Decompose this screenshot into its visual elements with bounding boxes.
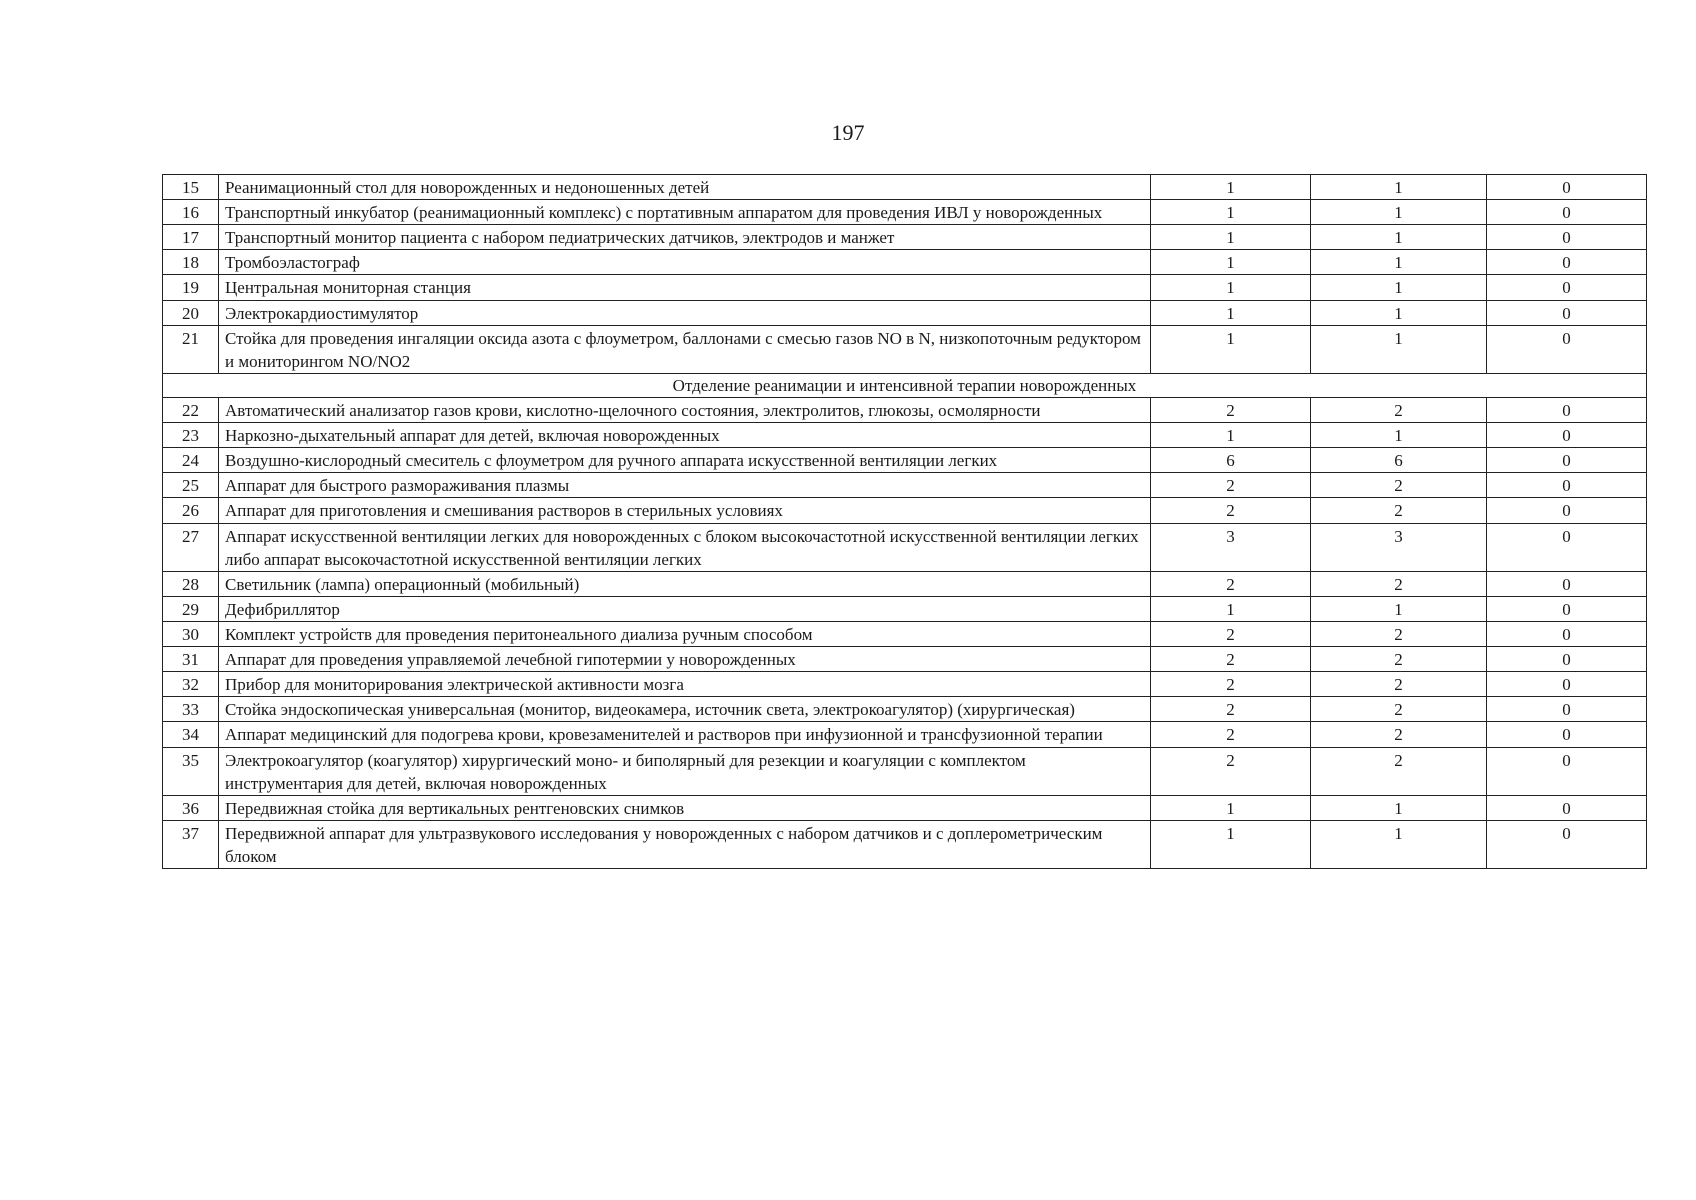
quantity-available: 1 [1311,325,1487,373]
quantity-required: 2 [1151,498,1311,523]
quantity-available: 1 [1311,225,1487,250]
quantity-required: 1 [1151,250,1311,275]
row-number: 21 [163,325,219,373]
quantity-available: 2 [1311,621,1487,646]
row-number: 15 [163,175,219,200]
row-number: 26 [163,498,219,523]
table-row [163,672,1647,697]
table-row [163,448,1647,473]
equipment-name: Электрокоагулятор (коагулятор) хирургический моно- и биполярный для резекции и коагуляции с комплектом инструментария для детей, включая новорожденных [219,747,1151,795]
quantity-available: 1 [1311,275,1487,300]
equipment-name: Наркозно-дыхательный аппарат для детей, включая новорожденных [219,423,1151,448]
equipment-name: Транспортный монитор пациента с набором педиатрических датчиков, электродов и манжет [219,225,1151,250]
quantity-missing: 0 [1487,820,1647,868]
row-number: 19 [163,275,219,300]
row-number: 23 [163,423,219,448]
row-number: 36 [163,795,219,820]
quantity-required: 2 [1151,571,1311,596]
quantity-available: 1 [1311,596,1487,621]
quantity-required: 1 [1151,300,1311,325]
quantity-missing: 0 [1487,795,1647,820]
row-number: 17 [163,225,219,250]
equipment-name: Стойка эндоскопическая универсальная (монитор, видеокамера, источник света, электрокоагулятор) (хирургическая) [219,697,1151,722]
row-number: 27 [163,523,219,571]
row-number: 22 [163,397,219,422]
quantity-available: 1 [1311,200,1487,225]
table-row [163,275,1647,300]
quantity-available: 3 [1311,523,1487,571]
row-number: 34 [163,722,219,747]
quantity-required: 2 [1151,672,1311,697]
quantity-available: 2 [1311,498,1487,523]
equipment-name: Светильник (лампа) операционный (мобильный) [219,571,1151,596]
table-row [163,722,1647,747]
equipment-name: Воздушно-кислородный смеситель с флоуметром для ручного аппарата искусственной вентиляции легких [219,448,1151,473]
table-row [163,250,1647,275]
equipment-name: Дефибриллятор [219,596,1151,621]
equipment-name: Аппарат для быстрого размораживания плазмы [219,473,1151,498]
quantity-required: 2 [1151,747,1311,795]
quantity-missing: 0 [1487,722,1647,747]
quantity-available: 2 [1311,473,1487,498]
page-number: 197 [831,120,865,145]
quantity-required: 6 [1151,448,1311,473]
table-row [163,596,1647,621]
table-row [163,200,1647,225]
table-row [163,325,1647,373]
equipment-name: Комплект устройств для проведения перитонеального диализа ручным способом [219,621,1151,646]
quantity-missing: 0 [1487,571,1647,596]
row-number: 30 [163,621,219,646]
table-row [163,300,1647,325]
table-row [163,423,1647,448]
quantity-missing: 0 [1487,250,1647,275]
table-row [163,820,1647,868]
row-number: 25 [163,473,219,498]
row-number: 20 [163,300,219,325]
equipment-name: Реанимационный стол для новорожденных и недоношенных детей [219,175,1151,200]
quantity-required: 1 [1151,795,1311,820]
equipment-name: Аппарат для проведения управляемой лечебной гипотермии у новорожденных [219,647,1151,672]
quantity-missing: 0 [1487,697,1647,722]
quantity-missing: 0 [1487,498,1647,523]
quantity-available: 2 [1311,722,1487,747]
table-row [163,397,1647,422]
quantity-available: 2 [1311,647,1487,672]
quantity-available: 1 [1311,795,1487,820]
quantity-required: 1 [1151,200,1311,225]
table-row [163,747,1647,795]
quantity-available: 2 [1311,397,1487,422]
quantity-available: 2 [1311,571,1487,596]
quantity-missing: 0 [1487,596,1647,621]
quantity-required: 2 [1151,647,1311,672]
equipment-name: Передвижной аппарат для ультразвукового исследования у новорожденных с набором датчиков и с доплерометрическим блоком [219,820,1151,868]
row-number: 16 [163,200,219,225]
equipment-name: Прибор для мониторирования электрической активности мозга [219,672,1151,697]
equipment-name: Электрокардиостимулятор [219,300,1151,325]
table-row [163,571,1647,596]
equipment-name: Аппарат искусственной вентиляции легких для новорожденных с блоком высокочастотной искусственной вентиляции легких либо аппарат высокочастотной искусственной вентиляции легких [219,523,1151,571]
quantity-available: 2 [1311,697,1487,722]
quantity-available: 1 [1311,820,1487,868]
table-row [163,795,1647,820]
quantity-missing: 0 [1487,448,1647,473]
quantity-available: 1 [1311,175,1487,200]
quantity-required: 1 [1151,423,1311,448]
quantity-missing: 0 [1487,523,1647,571]
equipment-name: Передвижная стойка для вертикальных рентгеновских снимков [219,795,1151,820]
quantity-available: 6 [1311,448,1487,473]
table-row [163,225,1647,250]
quantity-missing: 0 [1487,423,1647,448]
quantity-missing: 0 [1487,225,1647,250]
table-row [163,473,1647,498]
equipment-name: Центральная мониторная станция [219,275,1151,300]
equipment-name: Аппарат медицинский для подогрева крови, кровезаменителей и растворов при инфузионной и трансфузионной терапии [219,722,1151,747]
quantity-missing: 0 [1487,200,1647,225]
quantity-required: 1 [1151,175,1311,200]
quantity-missing: 0 [1487,473,1647,498]
quantity-missing: 0 [1487,175,1647,200]
quantity-available: 1 [1311,300,1487,325]
row-number: 35 [163,747,219,795]
quantity-required: 1 [1151,325,1311,373]
quantity-required: 2 [1151,621,1311,646]
equipment-name: Стойка для проведения ингаляции оксида азота с флоуметром, баллонами с смесью газов NO в N, низкопоточным редуктором и мониторингом NO/NO2 [219,325,1151,373]
equipment-name: Транспортный инкубатор (реанимационный комплекс) с портативным аппаратом для проведения ИВЛ у новорожденных [219,200,1151,225]
quantity-available: 2 [1311,672,1487,697]
table-row [163,523,1647,571]
quantity-missing: 0 [1487,325,1647,373]
equipment-table-body [163,175,1647,869]
table-row [163,498,1647,523]
table-row [163,175,1647,200]
row-number: 32 [163,672,219,697]
quantity-required: 1 [1151,820,1311,868]
row-number: 29 [163,596,219,621]
quantity-required: 1 [1151,596,1311,621]
row-number: 28 [163,571,219,596]
table-row [163,697,1647,722]
row-number: 33 [163,697,219,722]
quantity-missing: 0 [1487,621,1647,646]
quantity-required: 2 [1151,722,1311,747]
row-number: 37 [163,820,219,868]
quantity-missing: 0 [1487,647,1647,672]
equipment-name: Аппарат для приготовления и смешивания растворов в стерильных условиях [219,498,1151,523]
equipment-name: Автоматический анализатор газов крови, кислотно-щелочного состояния, электролитов, глюкозы, осмолярности [219,397,1151,422]
quantity-available: 1 [1311,423,1487,448]
quantity-missing: 0 [1487,275,1647,300]
quantity-required: 2 [1151,697,1311,722]
quantity-required: 1 [1151,275,1311,300]
equipment-name: Тромбоэластограф [219,250,1151,275]
table-row [163,621,1647,646]
row-number: 24 [163,448,219,473]
quantity-available: 1 [1311,250,1487,275]
quantity-missing: 0 [1487,397,1647,422]
quantity-required: 1 [1151,225,1311,250]
quantity-missing: 0 [1487,747,1647,795]
quantity-required: 2 [1151,473,1311,498]
quantity-missing: 0 [1487,300,1647,325]
quantity-available: 2 [1311,747,1487,795]
row-number: 18 [163,250,219,275]
row-number: 31 [163,647,219,672]
table-row [163,647,1647,672]
quantity-required: 2 [1151,397,1311,422]
quantity-missing: 0 [1487,672,1647,697]
section-title: Отделение реанимации и интенсивной терапии новорожденных [163,373,1647,397]
quantity-required: 3 [1151,523,1311,571]
equipment-table [162,174,1647,869]
section-header-row [163,373,1647,397]
